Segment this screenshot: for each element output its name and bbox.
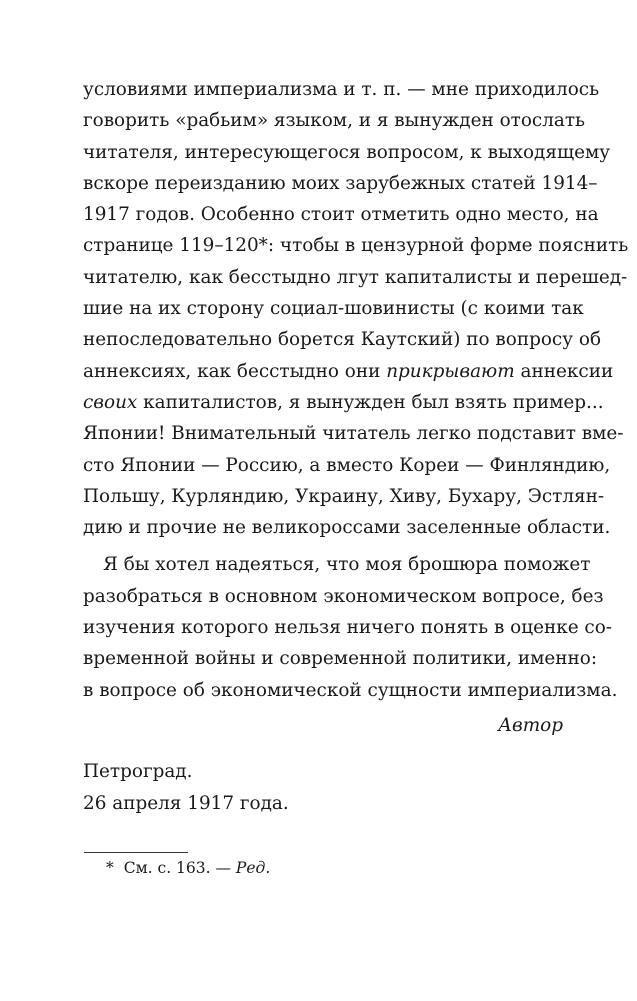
footnote-text: См. с. 163. — (123, 859, 236, 877)
text-line: читателя, интересующегося вопросом, к выходящему (83, 141, 611, 163)
text-line (83, 356, 614, 387)
text-line: говорить «рабьим» языком, и я вынужден отослать (83, 110, 586, 132)
text-fragment: аннексиях, как бесстыдно они (83, 360, 387, 382)
text-line: непоследовательно борется Каутский) по вопросу об (83, 329, 602, 351)
text-line: вскоре переизданию моих зарубежных статей 1914– (83, 172, 598, 194)
text-line: сто Японии — Россию, а вместо Кореи — Финляндию, (83, 454, 611, 476)
text-line: странице 119–120*: чтобы в цензурной форме пояснить (83, 235, 629, 257)
paragraph-2 (83, 549, 618, 705)
place-and-date (83, 756, 563, 819)
author-signature: Автор (498, 714, 563, 736)
text-line: шие на их сторону социал-шовинисты (с коими так (83, 298, 584, 320)
text-line: Я бы хотел надеяться, что моя брошюра поможет (103, 554, 591, 576)
date-line: 26 апреля 1917 года. (83, 792, 289, 814)
paragraph-1 (83, 74, 629, 543)
text-line: изучения которого нельзя ничего понять в оценке со- (83, 617, 613, 639)
text-line: Японии! Внимательный читатель легко подставит вме- (83, 423, 624, 445)
text-line: разобраться в основном экономическом вопросе, без (83, 585, 604, 607)
text-line (83, 387, 604, 418)
text-fragment: капиталистов, я вынужден был взять пример... (137, 391, 604, 413)
place-line: Петроград. (83, 761, 193, 783)
text-line: Польшу, Курляндию, Украину, Хиву, Бухару, Эстлян- (83, 485, 605, 507)
footnote-editor-note: Ред. (235, 859, 271, 877)
text-line: временной войны и современной политики, именно: (83, 648, 598, 670)
footnote-divider (84, 852, 188, 853)
emphasis-text: своих (83, 391, 138, 413)
text-line: дию и прочие не великороссами заселенные области. (83, 517, 611, 539)
text-fragment: аннексии (514, 360, 614, 382)
main-text (83, 74, 629, 819)
footnote-marker: * (106, 859, 114, 877)
text-line: читателю, как бесстыдно лгут капиталисты и перешед- (83, 266, 628, 288)
text-line: условиями империализма и т. п. — мне приходилось (83, 79, 600, 100)
footnote (106, 856, 270, 880)
text-line: 1917 годов. Особенно стоит отметить одно место, на (83, 204, 599, 226)
emphasis-text: прикрывают (386, 360, 515, 382)
text-line: в вопросе об экономической сущности империализма. (83, 679, 618, 701)
